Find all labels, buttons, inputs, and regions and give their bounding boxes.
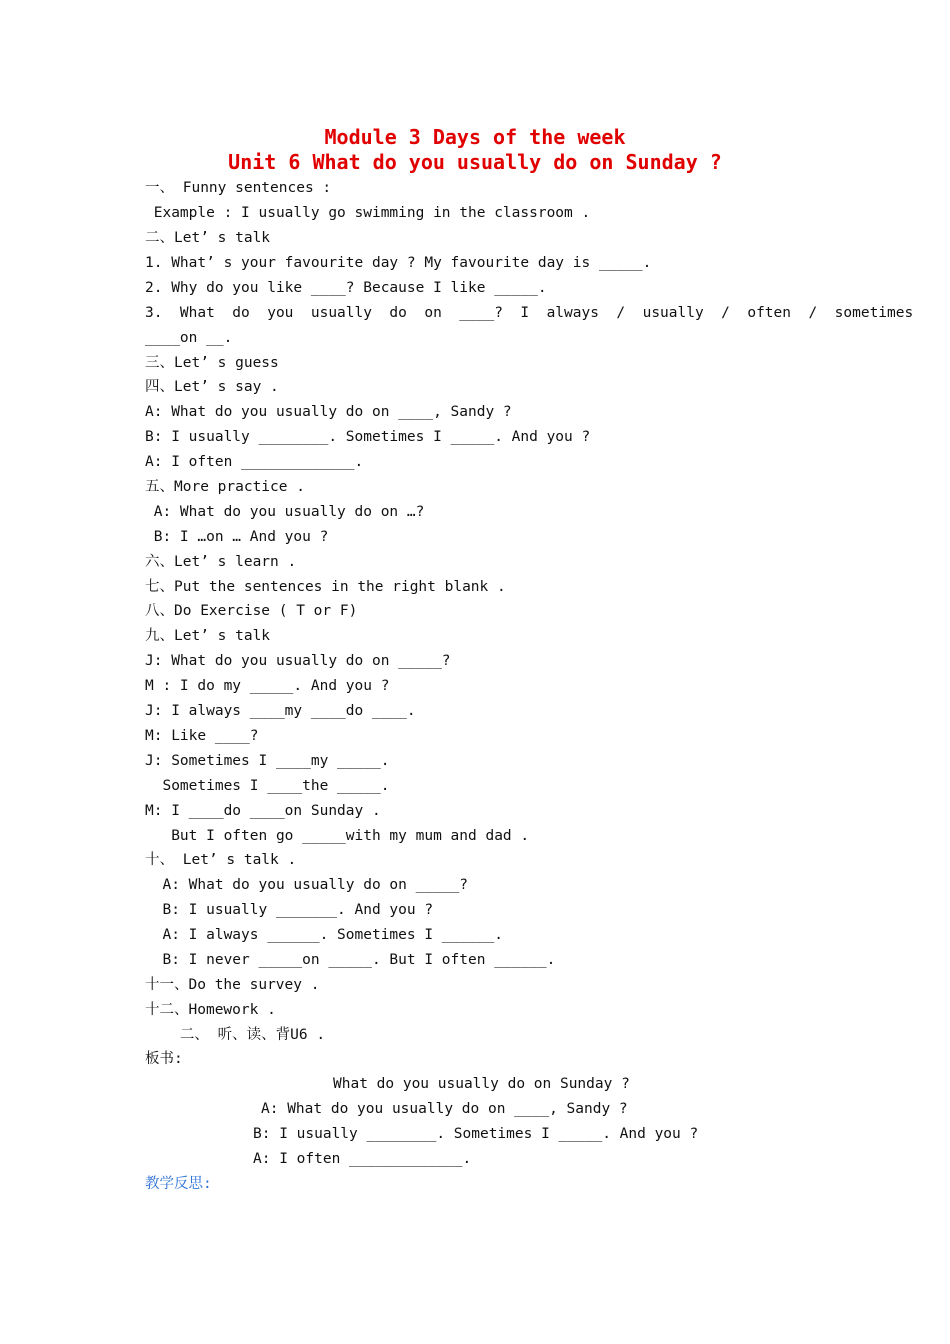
section-put-sentences: 七、Put the sentences in the right blank . — [145, 579, 506, 595]
section-survey: 十一、Do the survey . — [145, 977, 320, 993]
example-line: Example : I usually go swimming in the classroom . — [145, 205, 591, 221]
dialog-line: A: What do you usually do on …? — [145, 504, 425, 520]
board-line: A: What do you usually do on ____, Sandy ? — [261, 1101, 628, 1117]
dialog-line: A: What do you usually do on _____? — [145, 877, 469, 893]
dialog-line: A: What do you usually do on ____, Sandy ? — [145, 404, 512, 420]
dialog-line: B: I usually _______. And you ? — [145, 902, 434, 918]
section-lets-guess: 三、Let’ s guess — [145, 355, 279, 371]
board-heading: What do you usually do on Sunday ? — [333, 1076, 630, 1092]
section-funny-sentences: 一、 Funny sentences : — [145, 180, 332, 196]
section-lets-learn: 六、Let’ s learn . — [145, 554, 297, 570]
dialog-line: J: What do you usually do on _____? — [145, 653, 451, 669]
dialog-line: A: I often _____________. — [145, 454, 364, 470]
section-lets-say: 四、Let’ s say . — [145, 379, 279, 395]
section-do-exercise: 八、Do Exercise ( T or F) — [145, 603, 358, 619]
dialog-line: Sometimes I ____the _____. — [145, 778, 390, 794]
section-lets-talk-1: 二、Let’ s talk — [145, 230, 271, 246]
talk-question-3: 3. What do you usually do on ____? I always / usually / often / sometimes — [145, 305, 914, 321]
dialog-line: M: Like ____? — [145, 728, 259, 744]
dialog-line: But I often go _____with my mum and dad . — [145, 828, 530, 844]
section-more-practice: 五、More practice . — [145, 479, 305, 495]
dialog-line: J: I always ____my ____do ____. — [145, 703, 416, 719]
talk-question-1: 1. What’ s your favourite day ? My favourite day is _____. — [145, 255, 652, 271]
section-homework: 十二、Homework . — [145, 1002, 276, 1018]
dialog-line: B: I usually ________. Sometimes I _____. And you ? — [145, 429, 591, 445]
talk-question-2: 2. Why do you like ____? Because I like _____. — [145, 280, 547, 296]
dialog-line: J: Sometimes I ____my _____. — [145, 753, 390, 769]
module-title: Module 3 Days of the week — [324, 125, 626, 149]
talk-question-3-cont: ____on __. — [145, 330, 233, 346]
dialog-line: A: I always ______. Sometimes I ______. — [145, 927, 503, 943]
board-line: B: I usually ________. Sometimes I _____. And you ? — [253, 1126, 699, 1142]
section-lets-talk-3: 十、 Let’ s talk . — [145, 852, 297, 868]
dialog-line: B: I …on … And you ? — [145, 529, 329, 545]
board-label: 板书: — [145, 1051, 183, 1067]
teaching-reflection-label: 教学反思: — [145, 1176, 212, 1192]
dialog-line: M: I ____do ____on Sunday . — [145, 803, 381, 819]
section-lets-talk-2: 九、Let’ s talk — [145, 628, 271, 644]
board-line: A: I often _____________. — [253, 1151, 472, 1167]
dialog-line: M : I do my _____. And you ? — [145, 678, 390, 694]
homework-item: 二、 听、读、背U6 . — [145, 1027, 326, 1043]
unit-title: Unit 6 What do you usually do on Sunday ? — [228, 150, 722, 174]
dialog-line: B: I never _____on _____. But I often ______. — [145, 952, 556, 968]
